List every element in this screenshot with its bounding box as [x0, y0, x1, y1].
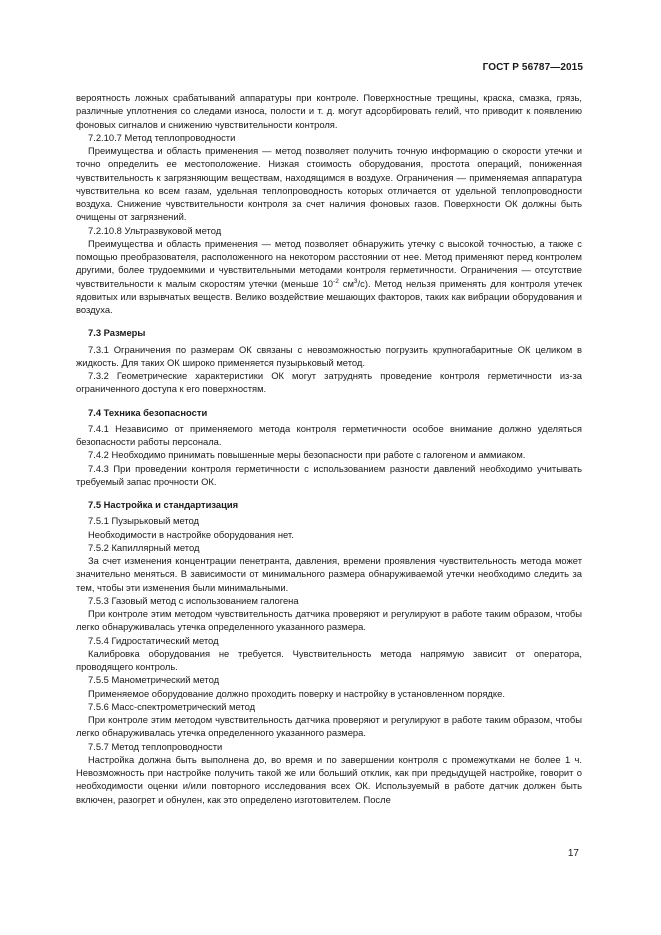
subsection-title: 7.2.10.7 Метод теплопроводности — [88, 131, 236, 143]
paragraph: При контроле этим методом чувствительность датчика проверяют и регулируют в работе таким образом, чтобы легко обнаруживалась утечка определенного указанного размера. — [76, 714, 582, 739]
subsection-title: 7.5.5 Манометрический метод — [88, 674, 220, 686]
paragraph: 7.4.1 Независимо от применяемого метода контроля герметичности особое внимание должно уделяться безопасности работы персонала. — [76, 422, 582, 447]
subsection-title: 7.2.10.8 Ультразвуковой метод — [88, 224, 222, 236]
paragraph: 7.3.2 Геометрические характеристики ОК могут затруднять проведение контроля герметичности из-за ограниченного доступа к его поверхностям. — [76, 370, 582, 395]
paragraph: При контроле этим методом чувствительность датчика проверяют и регулируют в работе таким образом, чтобы легко обнаруживалась утечка определенного указанного размера. — [76, 608, 582, 633]
text-run: Преимущества и область применения — метод позволяет обнаружить утечку с высокой точностью, а также с помощью преобразователя, расположенного на некотором расстоянии от нее. Метод применяют перед контролем другими, более трудоемкими и чувствительными методами контроля герметичности. Ограничения — отсутствие чувствительности к малым скоростям утечки (меньше 10 — [76, 237, 582, 289]
subsection-title: 7.5.4 Гидростатический метод — [88, 634, 219, 646]
subsection-title: 7.5.3 Газовый метод с использованием галогена — [88, 594, 299, 606]
paragraph: Преимущества и область применения — метод позволяет получить точную информацию о скорости утечки и точно определить ее местоположение. Низкая стоимость оборудования, простота операций, пониженная чувствительность к загрязняющим веществам, находящимся в воздухе. Ограничения — применяемая аппаратура чувствительна ко всем газам, удельная теплопроводность которых отличается от удельной теплопроводности воздуха. Снижение чувствительности контроля за счет наличия фоновых газов. Поверхности ОК должны быть очищены от загрязнений. — [76, 145, 582, 223]
subsection-title: 7.5.2 Капиллярный метод — [88, 541, 200, 553]
page-number: 17 — [567, 848, 579, 859]
subsection-title: 7.5.6 Масс-спектрометрический метод — [88, 700, 256, 712]
section-heading: 7.3 Размеры — [88, 327, 146, 339]
paragraph: вероятность ложных срабатываний аппаратуры при контроле. Поверхностные трещины, краска, смазка, грязь, различные уплотнения со следами износа, полости и т. д. могут адсорбировать гелий, что приводит к появлению фоновых сигналов и снижению чувствительности контроля. — [76, 92, 582, 130]
paragraph: Калибровка оборудования не требуется. Чувствительность метода напрямую зависит от оператора, проводящего контроль. — [76, 647, 582, 672]
paragraph: 7.4.3 При проведении контроля герметичности с использованием разности давлений необходимо учитывать требуемый запас прочности ОК. — [76, 462, 582, 487]
paragraph: За счет изменения концентрации пенетранта, давления, времени проявления чувствительность метода может значительно меняться. В зависимости от минимального размера обнаруживаемой утечки необходимо следить за тем, чтобы эти изменения были минимальными. — [76, 555, 582, 593]
standard-number-header: ГОСТ Р 56787—2015 — [482, 62, 583, 73]
paragraph: 7.4.2 Необходимо принимать повышенные меры безопасности при работе с галогеном и аммиаком. — [88, 449, 526, 461]
exponent: -2 — [333, 277, 339, 285]
document-body — [76, 91, 582, 806]
section-heading: 7.5 Настройка и стандартизация — [88, 499, 239, 510]
subsection-title: 7.5.7 Метод теплопроводности — [88, 740, 223, 752]
paragraph-ultrasonic — [76, 237, 582, 317]
text-run: см — [338, 277, 354, 289]
paragraph: 7.3.1 Ограничения по размерам ОК связаны с невозможностью погрузить крупногабаритные ОК целиком в жидкость. Для таких ОК широко применяется пузырьковый метод. — [76, 343, 582, 368]
paragraph: Необходимости в настройке оборудования нет. — [88, 528, 294, 540]
paragraph: Применяемое оборудование должно проходить поверку и настройку в установленном порядке. — [88, 687, 505, 699]
exponent: 3 — [353, 277, 358, 285]
paragraph: Настройка должна быть выполнена до, во время и по завершении контроля с промежутками не более 1 ч. Невозможность при настройке получить такой же или больший отклик, как при предыдущей настройке, говорит о необходимости оценки и/или повторного исследования всех ОК. Используемый в работе датчик должен быть включен, разогрет и обнулен, как это определено изготовителем. После — [76, 753, 582, 805]
section-heading: 7.4 Техника безопасности — [88, 406, 208, 418]
text-run: /с). Метод нельзя применять для контроля утечек ядовитых или взрывчатых веществ. Велико воздействие мешающих факторов, таких как вибрации оборудования и воздуха. — [76, 277, 582, 315]
subsection-title: 7.5.1 Пузырьковый метод — [88, 515, 200, 527]
